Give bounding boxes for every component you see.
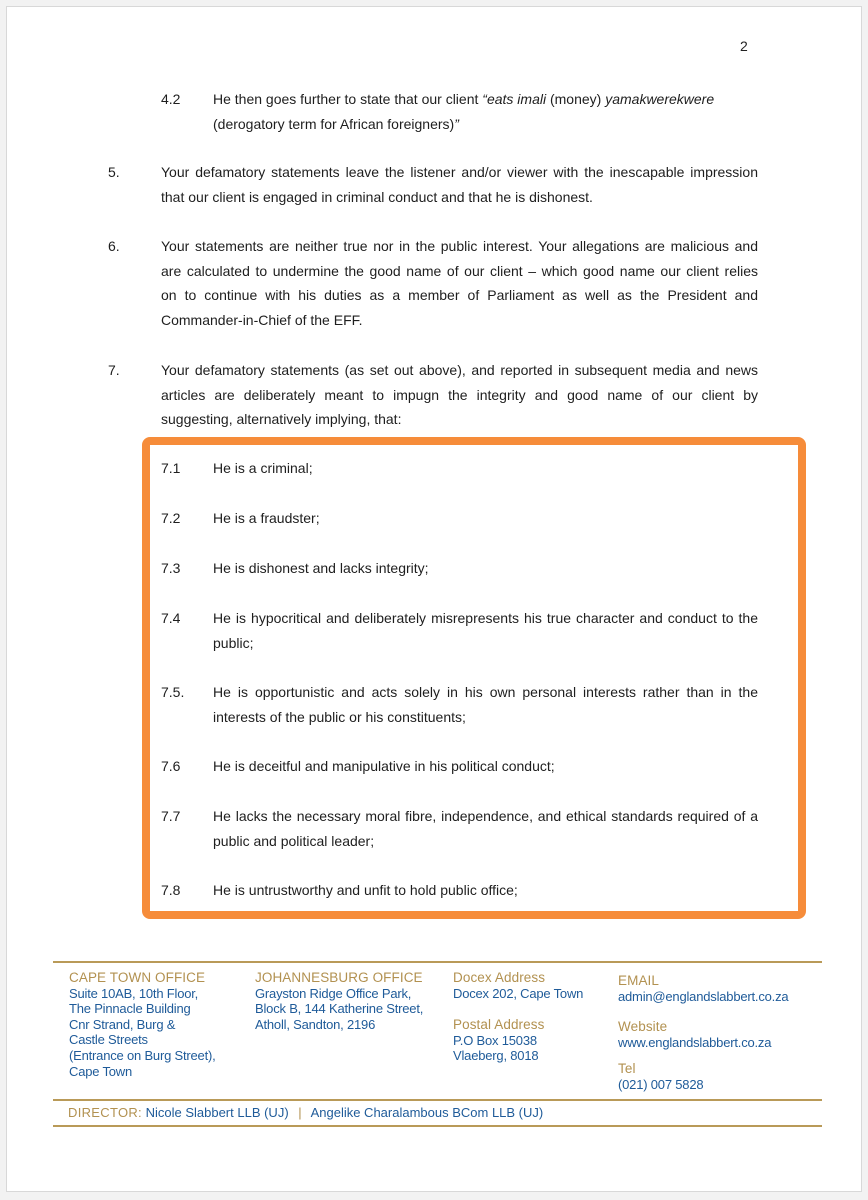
sub-item-7-5 xyxy=(213,680,758,729)
sub-item-7-5-line: He is opportunistic and acts solely in his own personal interests rather than in the xyxy=(213,684,758,700)
footer-cape-town-office xyxy=(69,970,216,1079)
sub-item-number-7-6: 7.6 xyxy=(161,758,181,774)
sub-item-number-7-8: 7.8 xyxy=(161,882,181,898)
footer-directors xyxy=(68,1105,543,1120)
footer-cape-town-line: Cnr Strand, Burg & xyxy=(69,1016,176,1032)
footer-tel xyxy=(618,1061,703,1092)
footer-bottom-rule xyxy=(53,1125,822,1127)
paragraph-6-line: Your statements are neither true nor in the public interest. Your allegations are malicious and xyxy=(161,238,758,254)
footer-johannesburg-line: Block B, 144 Katherine Street, xyxy=(255,1001,424,1017)
item-number-4-2: 4.2 xyxy=(161,91,181,107)
item-text-4-2 xyxy=(213,87,758,136)
item-4-2-close-quote: ” xyxy=(454,115,459,132)
footer-cape-town-line: Castle Streets xyxy=(69,1032,148,1048)
paragraph-7-line: articles are deliberately meant to impugn the integrity and good name of our client by xyxy=(161,386,758,403)
footer-cape-town-line: The Pinnacle Building xyxy=(69,1001,191,1017)
sub-item-number-7-4: 7.4 xyxy=(161,610,181,626)
footer-johannesburg-line: Grayston Ridge Office Park, xyxy=(255,985,412,1001)
paragraph-7-line: suggesting, alternatively implying, that: xyxy=(161,411,402,428)
footer-docex-heading: Docex Address xyxy=(453,970,546,985)
sub-item-7-5-line: interests of the public or his constituents; xyxy=(213,708,466,725)
footer-cape-town-heading: CAPE TOWN OFFICE xyxy=(69,970,206,985)
footer-website-heading: Website xyxy=(618,1019,668,1034)
sub-item-7-4 xyxy=(213,606,758,655)
item-4-2-line2: (derogatory term for African foreigners) xyxy=(213,115,455,132)
paragraph-6-line: are calculated to undermine the good name of our client – which good name our client relies xyxy=(161,262,758,279)
paragraph-7-line: Your defamatory statements (as set out above), and reported in subsequent media and news xyxy=(161,362,758,378)
director-name: Nicole Slabbert LLB (UJ) xyxy=(145,1105,289,1120)
footer-postal-heading: Postal Address xyxy=(453,1017,545,1032)
footer-postal-line: Vlaeberg, 8018 xyxy=(453,1048,539,1064)
footer-cape-town-line: (Entrance on Burg Street), xyxy=(69,1047,216,1063)
sub-item-7-7-line: He lacks the necessary moral fibre, independence, and ethical standards required of a xyxy=(213,808,758,824)
footer-top-rule xyxy=(53,961,822,963)
footer-website xyxy=(618,1019,771,1050)
sub-item-number-7-7: 7.7 xyxy=(161,808,181,824)
footer-website-link[interactable]: www.englandslabbert.co.za xyxy=(618,1034,772,1050)
paragraph-6 xyxy=(161,234,758,332)
sub-item-7-4-line: He is hypocritical and deliberately misrepresents his true character and conduct to the xyxy=(213,610,758,626)
director-separator: | xyxy=(298,1105,302,1120)
director-name: Angelike Charalambous BCom LLB (UJ) xyxy=(310,1105,544,1120)
sub-item-number-7-3: 7.3 xyxy=(161,560,181,576)
sub-item-7-7 xyxy=(213,804,758,853)
sub-item-number-7-1: 7.1 xyxy=(161,460,181,476)
sub-item-7-6: He is deceitful and manipulative in his political conduct; xyxy=(213,758,555,774)
sub-item-7-2: He is a fraudster; xyxy=(213,510,320,526)
footer-johannesburg-line: Atholl, Sandton, 2196 xyxy=(255,1016,376,1032)
footer-johannesburg-heading: JOHANNESBURG OFFICE xyxy=(255,970,423,985)
footer-docex-value: Docex 202, Cape Town xyxy=(453,985,584,1001)
sub-item-7-7-line: public and political leader; xyxy=(213,832,375,849)
item-4-2-italic-2: yamakwerekwere xyxy=(605,91,715,107)
footer-postal-line: P.O Box 15038 xyxy=(453,1032,537,1048)
paragraph-number-7: 7. xyxy=(108,362,120,378)
sub-item-7-1: He is a criminal; xyxy=(213,460,313,476)
footer-email xyxy=(618,973,788,1004)
item-4-2-line1-prefix: He then goes further to state that our client xyxy=(213,91,483,107)
item-4-2-mid: (money) xyxy=(546,91,606,107)
footer-email-link[interactable]: admin@englandslabbert.co.za xyxy=(618,988,789,1004)
footer-johannesburg-office xyxy=(255,970,423,1032)
footer-cape-town-line: Suite 10AB, 10th Floor, xyxy=(69,985,199,1001)
paragraph-number-6: 6. xyxy=(108,238,120,254)
footer-cape-town-line: Cape Town xyxy=(69,1063,133,1079)
paragraph-number-5: 5. xyxy=(108,164,120,180)
paragraph-6-line: Commander-in-Chief of the EFF. xyxy=(161,311,363,328)
footer-docex xyxy=(453,970,583,1001)
paragraph-6-line: on to continue with his duties as a member of Parliament as well as the President and xyxy=(161,287,758,304)
footer-postal xyxy=(453,1017,544,1064)
paragraph-5 xyxy=(161,160,758,209)
paragraph-7 xyxy=(161,358,758,432)
footer-tel-heading: Tel xyxy=(618,1061,636,1076)
sub-item-7-3: He is dishonest and lacks integrity; xyxy=(213,560,429,576)
sub-item-number-7-2: 7.2 xyxy=(161,510,181,526)
footer-email-heading: EMAIL xyxy=(618,973,660,988)
footer-mid-rule xyxy=(53,1099,822,1101)
sub-item-7-4-line: public; xyxy=(213,634,254,651)
footer-tel-value: (021) 007 5828 xyxy=(618,1076,704,1092)
page-number: 2 xyxy=(740,38,748,54)
director-label: DIRECTOR: xyxy=(68,1105,142,1120)
sub-item-7-8: He is untrustworthy and unfit to hold public office; xyxy=(213,882,518,898)
paragraph-5-line: Your defamatory statements leave the listener and/or viewer with the inescapable impression xyxy=(161,164,758,180)
item-4-2-italic-1: “eats imali xyxy=(482,91,547,107)
sub-item-number-7-5: 7.5. xyxy=(161,684,185,700)
paragraph-5-line: that our client is engaged in criminal conduct and that he is dishonest. xyxy=(161,188,593,205)
